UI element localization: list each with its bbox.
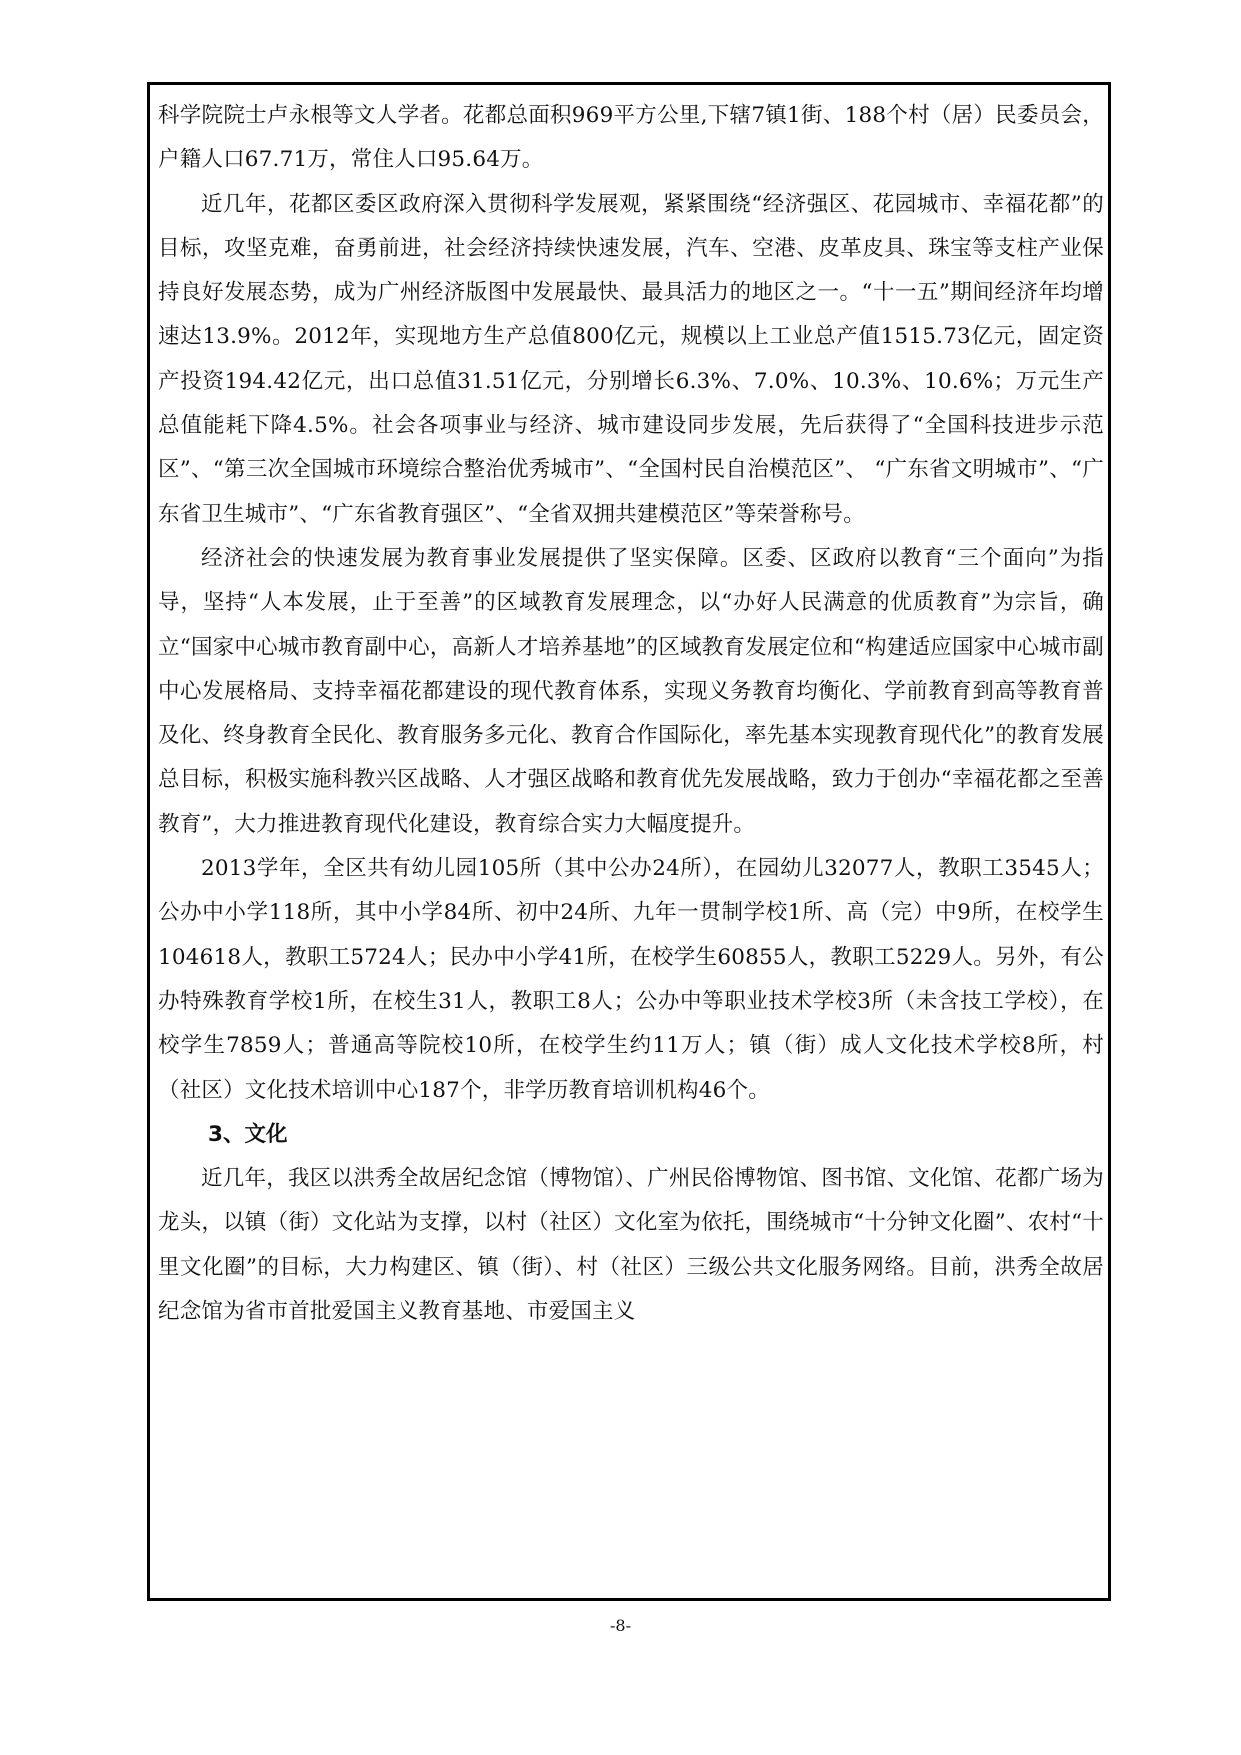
paragraph-continuation: 科学院院士卢永根等文人学者。花都总面积969平方公里,下辖7镇1街、188个村（居）民委员会，户籍人口67.71万，常住人口95.64万。 [158,103,1104,173]
paragraph-school-statistics: 2013学年，全区共有幼儿园105所（其中公办24所），在园幼儿32077人，教职工3545人；公办中小学118所，其中小学84所、初中24所、九年一贯制学校1所、高（完）中9所，在校学生104618人，教职工5724人；民办中小学41所，在校学生60855人，教职工5229人。另外，有公办特殊教育学校1所，在校生31人，教职工8人；公办中等职业技术学校3所（未含技工学校），在校学生7859人；普通高等院校10所，在校学生约11万人；镇（街）成人文化技术学校8所，村（社区）文化技术培训中心187个，非学历教育培训机构46个。 [158,856,1104,1103]
paragraph-education-development: 经济社会的快速发展为教育事业发展提供了坚实保障。区委、区政府以教育“三个面向”为指导，坚持“人本发展，止于至善”的区域教育发展理念，以“办好人民满意的优质教育”为宗旨，确立“国家中心城市教育副中心，高新人才培养基地”的区域教育发展定位和“构建适应国家中心城市副中心发展格局、支持幸福花都建设的现代教育体系，实现义务教育均衡化、学前教育到高等教育普及化、终身教育全民化、教育服务多元化、教育合作国际化，率先基本实现教育现代化”的教育发展总目标，积极实施科教兴区战略、人才强区战略和教育优先发展战略，致力于创办“幸福花都之至善教育”，大力推进教育现代化建设，教育综合实力大幅度提升。 [158,545,1104,837]
paragraph-economy: 近几年，花都区委区政府深入贯彻科学发展观，紧紧围绕“经济强区、花园城市、幸福花都”的目标，攻坚克难，奋勇前进，社会经济持续快速发展，汽车、空港、皮革皮具、珠宝等支柱产业保持良好发展态势，成为广州经济版图中发展最快、最具活力的地区之一。“十一五”期间经济年均增速达13.9%。2012年，实现地方生产总值800亿元，规模以上工业总产值1515.73亿元，固定资产投资194.42亿元，出口总值31.51亿元，分别增长6.3%、7.0%、10.3%、10.6%；万元生产总值能耗下降4.5%。社会各项事业与经济、城市建设同步发展，先后获得了“全国科技进步示范区”、“第三次全国城市环境综合整治优秀城市”、“全国村民自治模范区”、 “广东省文明城市”、“广东省卫生城市”、“广东省教育强区”、“全省双拥共建模范区”等荣誉称号。 [158,191,1104,527]
paragraph-culture: 近几年，我区以洪秀全故居纪念馆（博物馆）、广州民俗博物馆、图书馆、文化馆、花都广场为龙头，以镇（街）文化站为支撑，以村（社区）文化室为依托，围绕城市“十分钟文化圈”、农村“十里文化圈”的目标，大力构建区、镇（街）、村（社区）三级公共文化服务网络。目前，洪秀全故居纪念馆为省市首批爱国主义教育基地、市爱国主义 [158,1166,1104,1325]
page-number: -8- [610,1616,631,1635]
document-body [158,94,1104,1334]
section-heading-culture: 3、文化 [208,1121,288,1147]
